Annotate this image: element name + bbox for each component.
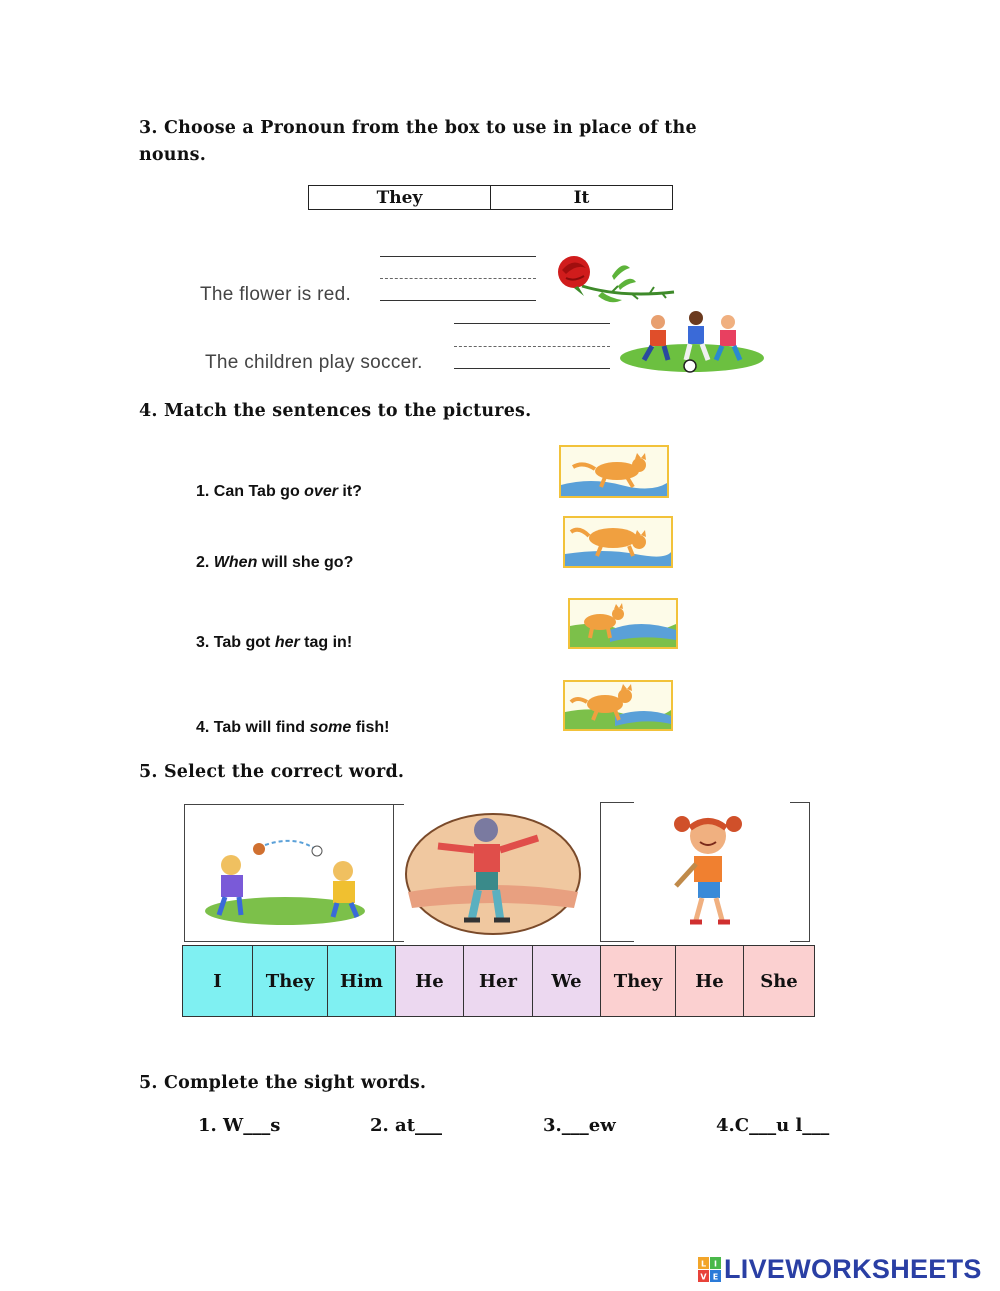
liveworksheets-logo-icon <box>698 1257 722 1283</box>
word-choice[interactable]: Her <box>464 946 533 1016</box>
answer-line-flower[interactable] <box>380 300 536 301</box>
write-line-dashed <box>454 346 610 347</box>
logo-letter: E <box>712 1272 719 1282</box>
rose-image <box>552 252 676 310</box>
section3-heading-line1: 3. Choose a Pronoun from the box to use in place of the <box>139 118 697 138</box>
write-line-top <box>380 256 536 257</box>
word-choice[interactable]: We <box>533 946 601 1016</box>
section3-heading-line2: nouns. <box>139 145 206 165</box>
word-choice[interactable]: They <box>253 946 328 1016</box>
sentence-children: The children play soccer. <box>205 352 423 373</box>
sight-word-2[interactable]: 2. at___ <box>370 1115 443 1136</box>
section4-heading: 4. Match the sentences to the pictures. <box>139 401 532 421</box>
word-choice-row <box>182 945 815 1017</box>
pronoun-box-word: It <box>491 186 673 210</box>
word-choice[interactable]: I <box>183 946 253 1016</box>
write-line-dashed <box>380 278 536 279</box>
children-playing-catch-image <box>185 805 391 939</box>
cat-picture-3[interactable] <box>568 598 678 649</box>
match-sentence-3: 3. Tab got her tag in! <box>196 634 353 651</box>
frame-bracket <box>790 802 810 942</box>
section5a-heading: 5. Select the correct word. <box>139 762 405 782</box>
sight-word-3[interactable]: 3.___ew <box>543 1115 616 1136</box>
word-choice[interactable]: Him <box>328 946 396 1016</box>
pronoun-box-word: They <box>309 186 491 210</box>
skater-image <box>404 808 582 938</box>
logo-letter: L <box>700 1259 707 1269</box>
sight-word-1[interactable]: 1. W___s <box>198 1115 281 1136</box>
logo-letter: I <box>714 1259 717 1269</box>
word-choice[interactable]: She <box>744 946 814 1016</box>
sight-word-4[interactable]: 4.C___u l___ <box>716 1115 830 1136</box>
match-sentence-4: 4. Tab will find some fish! <box>196 719 390 736</box>
write-line-top <box>454 323 610 324</box>
girl-batter-image <box>660 808 760 932</box>
cat-picture-2[interactable] <box>563 516 673 568</box>
word-choice[interactable]: They <box>601 946 676 1016</box>
cat-picture-1[interactable] <box>559 445 669 498</box>
frame-bracket <box>600 802 634 942</box>
frame-bracket <box>394 804 404 942</box>
pronoun-box <box>308 185 673 210</box>
sentence-flower: The flower is red. <box>200 284 352 305</box>
answer-line-children[interactable] <box>454 368 610 369</box>
children-soccer-image <box>618 306 764 376</box>
picture-frame-1 <box>184 804 394 942</box>
brand-name: LIVEWORKSHEETS <box>724 1254 982 1284</box>
match-sentence-1: 1. Can Tab go over it? <box>196 483 362 500</box>
match-sentence-2: 2. When will she go? <box>196 554 354 571</box>
word-choice[interactable]: He <box>676 946 744 1016</box>
word-choice[interactable]: He <box>396 946 464 1016</box>
logo-letter: V <box>700 1272 707 1282</box>
section5b-heading: 5. Complete the sight words. <box>139 1073 427 1093</box>
cat-picture-4[interactable] <box>563 680 673 731</box>
